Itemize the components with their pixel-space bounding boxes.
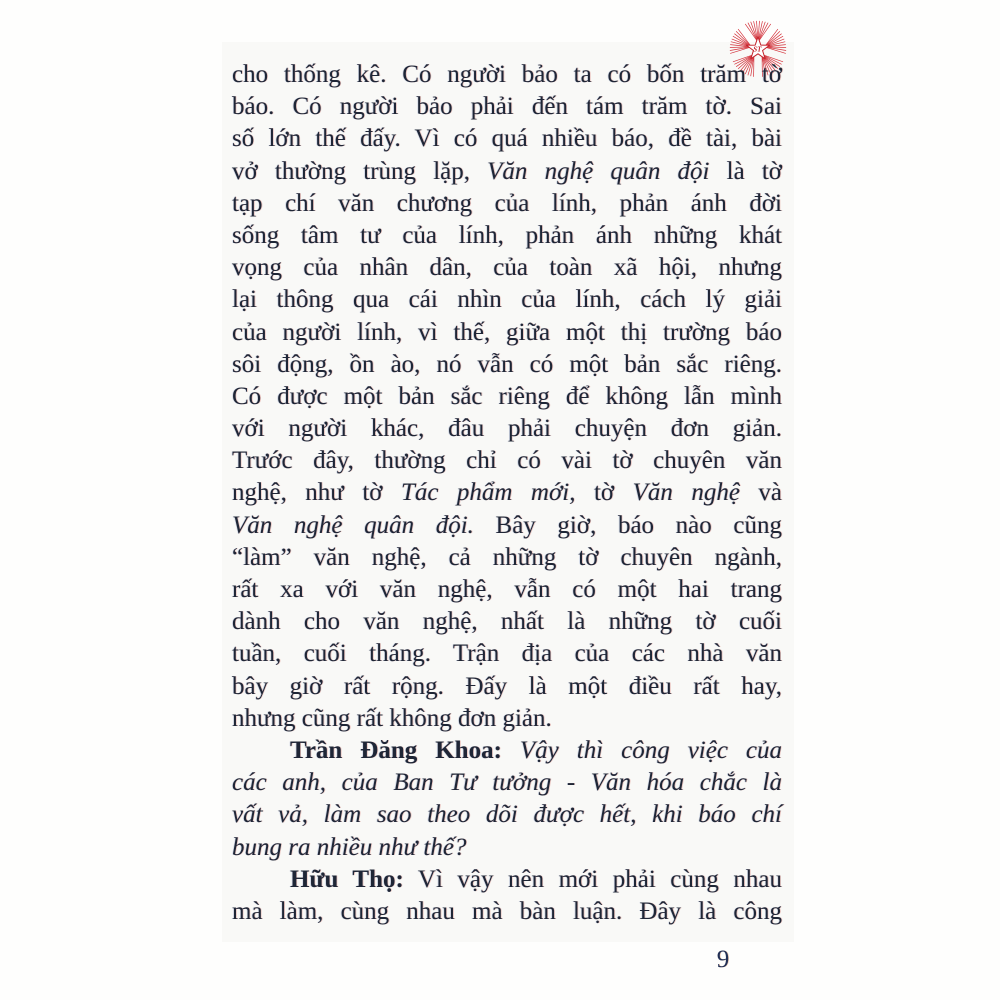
text-run: là tờ <box>709 157 782 185</box>
text-line <box>232 735 782 767</box>
text-line <box>232 703 782 735</box>
text-line <box>232 349 782 381</box>
text-line <box>232 606 782 638</box>
text-line <box>232 477 782 509</box>
text-line <box>232 574 782 606</box>
text-line <box>232 381 782 413</box>
text-line <box>232 671 782 703</box>
text-run: mà làm, cùng nhau mà bàn luận. Đây là công <box>232 897 782 925</box>
text-line <box>232 413 782 445</box>
text-line <box>232 123 782 155</box>
text-line <box>232 510 782 542</box>
text-run: các anh, của Ban Tư tưởng - Văn hóa chắc là <box>232 769 782 797</box>
body-text <box>232 59 782 928</box>
text-line <box>232 767 782 799</box>
text-run: tạp chí văn chương của lính, phản ánh đời <box>232 189 782 217</box>
text-run: bây giờ rất rộng. Đấy là một điều rất hay, <box>232 672 782 700</box>
text-run: Bây giờ, báo nào cũng <box>473 511 782 539</box>
text-line <box>232 188 782 220</box>
speaker-name: Hữu Thọ: <box>290 865 404 893</box>
text-line <box>232 284 782 316</box>
text-run: nhưng cũng rất không đơn giản. <box>232 704 552 732</box>
text-run: Văn nghệ <box>632 479 740 507</box>
text-line <box>232 799 782 831</box>
text-line <box>232 220 782 252</box>
text-run: Có được một bản sắc riêng để không lẫn mình <box>232 382 782 410</box>
text-run: sống tâm tư của lính, phản ánh những khát <box>232 221 782 249</box>
text-run: Vì vậy nên mới phải cùng nhau <box>403 865 782 893</box>
text-line <box>232 638 782 670</box>
text-line <box>232 896 782 928</box>
page-number: 9 <box>716 946 730 973</box>
text-run: báo. Có người bảo phải đến tám trăm tờ. Sai <box>232 93 782 121</box>
text-run: của người lính, vì thế, giữa một thị trường báo <box>232 318 782 346</box>
text-run: với người khác, đâu phải chuyện đơn giản. <box>232 415 782 443</box>
text-run: số lớn thế đấy. Vì có quá nhiều báo, đề tài, bài <box>232 125 782 153</box>
speaker-name: Trần Đăng Khoa: <box>290 736 502 764</box>
text-run: “làm” văn nghệ, cả những tờ chuyên ngành, <box>232 543 782 571</box>
text-line <box>232 317 782 349</box>
text-run: Tác phẩm mới, <box>400 479 576 507</box>
text-run: vọng của nhân dân, của toàn xã hội, nhưng <box>232 254 782 282</box>
text-run: dành cho văn nghệ, nhất là những tờ cuối <box>232 608 782 636</box>
text-run: vở thường trùng lặp, <box>232 157 488 185</box>
text-run: tờ <box>575 479 633 507</box>
text-line <box>232 59 782 91</box>
text-run: lại thông qua cái nhìn của lính, cách lý giải <box>232 286 782 314</box>
text-line <box>232 832 782 864</box>
text-line <box>232 542 782 574</box>
logo-monogram: ST <box>753 45 762 54</box>
text-run: Vậy thì công việc của <box>501 736 783 764</box>
text-run: Văn nghệ quân đội <box>487 157 710 185</box>
text-line <box>232 156 782 188</box>
text-run: vất vả, làm sao theo dõi được hết, khi báo chí <box>232 801 782 829</box>
text-line <box>232 91 782 123</box>
text-run: và <box>739 479 782 507</box>
text-run: cho thống kê. Có người bảo ta có bốn trăm tờ <box>232 61 782 88</box>
text-line <box>232 864 782 896</box>
text-run: rất xa với văn nghệ, vẫn có một hai trang <box>232 576 782 603</box>
text-line <box>232 445 782 477</box>
text-run: tuần, cuối tháng. Trận địa của các nhà văn <box>232 640 782 668</box>
text-run: nghệ, như tờ <box>232 479 401 507</box>
text-run: bung ra nhiều như thế? <box>232 833 467 861</box>
text-run: sôi động, ồn ào, nó vẫn có một bản sắc riêng. <box>232 350 782 378</box>
text-line <box>232 252 782 284</box>
text-run: Trước đây, thường chỉ có vài tờ chuyên văn <box>232 447 782 475</box>
text-run: Văn nghệ quân đội. <box>232 511 474 539</box>
